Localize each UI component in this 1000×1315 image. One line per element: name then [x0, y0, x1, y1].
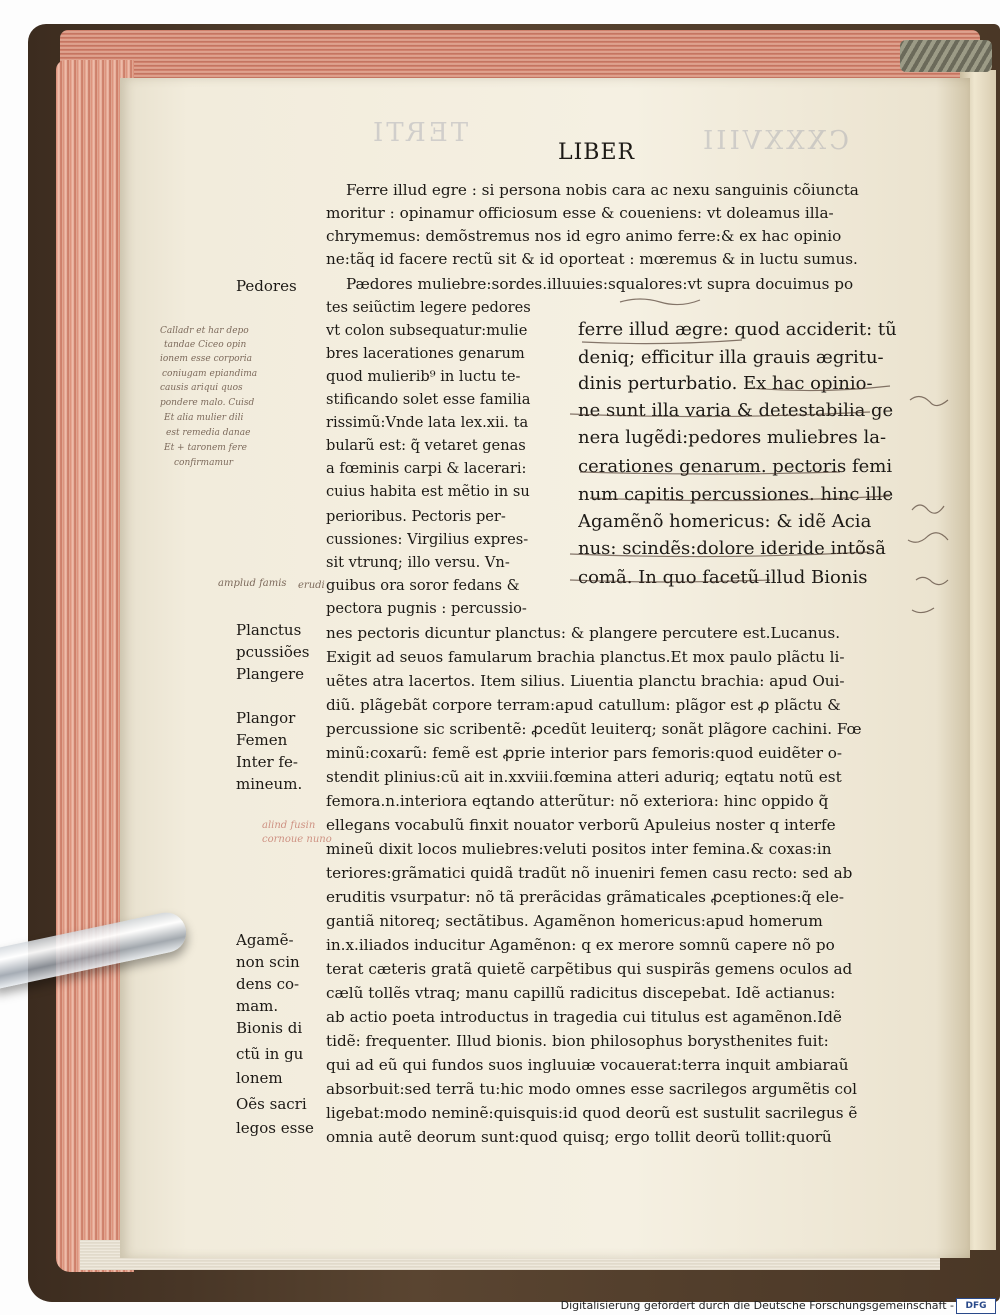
margin-note-mineum: mineum.	[236, 775, 303, 793]
margin-note-mam: mam.	[236, 997, 279, 1015]
handwritten-note-red-1: alind fusin	[262, 820, 316, 831]
text-line: ne sunt illa varia & detestabilia ge	[578, 400, 894, 421]
headband	[900, 40, 992, 72]
handwritten-note-mid-1: amplud famis	[218, 578, 287, 589]
digitization-credit: Digitalisierung gefördert durch die Deutsche Forschungsgemeinschaft -	[560, 1299, 954, 1312]
text-line: nera lugẽdi:pedores muliebres la-	[578, 427, 887, 448]
text-line: chrymemus: demõstremus nos id egro animo ferre:& ex hac opinio	[326, 227, 842, 245]
text-line: tidẽ: frequenter. Illud bionis. bion philosophus borysthenites fuit:	[326, 1032, 829, 1050]
text-line: ellegans vocabulũ finxit nouator verborũ Apuleius noster q interfe	[326, 816, 836, 834]
page-title: LIBER	[558, 140, 636, 165]
text-line: ferre illud ægre: quod acciderit: tũ	[578, 319, 897, 340]
handwritten-line: coniugam epiandima	[162, 369, 258, 379]
margin-note-oes-sacri: Oẽs sacri	[236, 1095, 307, 1113]
text-line: pectora pugnis : percussio-	[326, 600, 527, 617]
handwritten-line: confirmamur	[174, 458, 234, 468]
text-line: Pædores muliebre:sordes.illuuies:squalores:vt supra docuimus po	[346, 275, 854, 293]
handwritten-line: Et + taronem fere	[164, 443, 247, 453]
text-line: gantiã nitoreq; sectãtibus. Agamẽnon homericus:apud homerum	[326, 912, 823, 930]
text-line: stificando solet esse familia	[326, 391, 531, 408]
text-line: num capitis percussiones. hinc ille	[578, 484, 894, 505]
text-line: mineũ dixit locos muliebres:veluti positos inter femina.& coxas:in	[326, 840, 832, 858]
margin-note-non-scin: non scin	[236, 953, 300, 971]
ghost-text-left: TERTI	[370, 118, 469, 148]
text-line: deniq; efficitur illa grauis ægritu-	[578, 347, 884, 368]
text-line: ligebat:modo neminẽ:quisquis:id quod deorũ est sustulit sacrilegus ẽ	[326, 1104, 858, 1122]
text-line: uẽtes atra lacertos. Item silius. Liuentia planctu brachia: apud Oui-	[326, 672, 845, 690]
text-line: cussiones: Virgilius expres-	[326, 531, 529, 548]
handwritten-note-mid-2: erudi	[298, 580, 325, 591]
text-line: perioribus. Pectoris per-	[326, 508, 506, 525]
text-line: vt colon subsequatur:mulie	[326, 322, 528, 339]
text-line: qui ad eũ qui fundos suos ingluuiæ vocauerat:terra inquit ambiaraũ	[326, 1056, 849, 1074]
margin-note-legos-esse: legos esse	[236, 1119, 314, 1137]
text-line: eruditis vsurpatur: nõ tã prerãcidas grãmaticales ꝓceptiones:q̃ ele-	[326, 888, 845, 906]
margin-note-agamemnon: Agamẽ-	[236, 931, 294, 949]
text-line: ne:tãq id facere rectũ sit & id oporteat : mœremus & in luctu sumus.	[326, 250, 858, 268]
text-line: femora.n.interiora eqtando atterũtur: nõ exteriora: hinc oppido q̃	[326, 792, 829, 810]
text-line: in.x.iliados inducitur Agamẽnon: q ex merore somnũ capere nõ po	[326, 936, 835, 954]
text-line: dinis perturbatio. Ex hac opinio-	[578, 373, 873, 394]
text-line: ab actio poeta introductus in tragedia cui titulus est agamẽnon.Idẽ	[326, 1008, 842, 1026]
text-line: guibus ora soror fedans &	[326, 577, 520, 594]
text-line: teriores:grãmatici quidã tradũt nõ inueniri femen casu recto: sed ab	[326, 864, 853, 882]
text-line: quod mulierib⁹ in luctu te-	[326, 368, 521, 385]
margin-note-ctu-in-gu: ctũ in gu	[236, 1045, 304, 1063]
handwritten-line: tandae Ciceo opin	[164, 340, 247, 350]
text-line: comã. In quo facetũ illud Bionis	[578, 567, 868, 588]
margin-note-plangere: Plangere	[236, 665, 305, 683]
text-line: Agamẽnõ homericus: & idẽ Acia	[578, 511, 872, 532]
text-line: Ferre illud egre : si persona nobis cara ac nexu sanguinis cõiuncta	[346, 181, 859, 199]
handwritten-line: Calladr et har depo	[160, 326, 249, 336]
margin-note-bionis: Bionis di	[236, 1019, 303, 1037]
text-line: sit vtrunq; illo versu. Vn-	[326, 554, 510, 571]
handwritten-line: est remedia danae	[166, 428, 251, 438]
margin-note-dens-co: dens co-	[236, 975, 300, 993]
handwritten-line: causis ariqui quos	[160, 383, 243, 393]
margin-note-pedores: Pedores	[236, 277, 297, 295]
text-line: percussione sic scribentẽ: ꝓcedũt leuiterq; sonãt plãgore cachini. Fœ	[326, 720, 862, 738]
dfg-logo: DFG	[956, 1298, 996, 1314]
text-line: cerationes genarum. pectoris femi	[578, 456, 893, 477]
margin-note-inter-fe: Inter fe-	[236, 753, 298, 771]
handwritten-line: ionem esse corporia	[160, 354, 253, 364]
text-line: bres lacerationes genarum	[326, 345, 525, 362]
margin-note-plangor: Plangor	[236, 709, 296, 727]
margin-note-percussiones: pcussiões	[236, 643, 310, 661]
text-line: tes seiũctim legere pedores	[326, 299, 531, 316]
text-line: cuius habita est mẽtio in su	[326, 483, 530, 500]
handwritten-note-red-2: cornoue nuno	[262, 834, 332, 845]
text-line: omnia autẽ deorum sunt:quod quisq; ergo tollit deorũ tollit:quorũ	[326, 1128, 832, 1146]
text-line: minũ:coxarũ: femẽ est ꝓprie interior pars femoris:quod euidẽter o-	[326, 744, 843, 762]
text-line: nes pectoris dicuntur planctus: & plangere percutere est.Lucanus.	[326, 624, 841, 642]
text-line: a fœminis carpi & lacerari:	[326, 460, 527, 477]
text-line: absorbuit:sed terrã tu:hic modo omnes esse sacrilegos argumẽtis col	[326, 1080, 858, 1098]
text-line: bularũ est: q̃ vetaret genas	[326, 437, 526, 454]
text-line: terat cæteris gratã quietẽ carpẽtibus qui suspirãs gemens oculos ad	[326, 960, 853, 978]
handwritten-line: pondere malo. Cuisd	[160, 398, 255, 408]
text-line: stendit plinius:cũ ait in.xxviii.fœmina atteri aduriq; eqtatu notũ est	[326, 768, 842, 786]
margin-note-femen: Femen	[236, 731, 288, 749]
text-line: Exigit ad seuos famularum brachia planctus.Et mox paulo plãctu li-	[326, 648, 845, 666]
ghost-text-right: CXXXVIII	[700, 126, 850, 156]
text-line: moritur : opinamur officiosum esse & coueniens: vt doleamus illa-	[326, 204, 834, 222]
text-line: nus: scindẽs:dolore ideride intõsã	[578, 538, 886, 559]
handwritten-line: Et alia mulier dili	[164, 413, 244, 423]
margin-note-lonem: lonem	[236, 1069, 283, 1087]
margin-note-planctus: Planctus	[236, 621, 302, 639]
text-line: rissimũ:Vnde lata lex.xii. ta	[326, 414, 529, 431]
text-line: diũ. plãgebãt corpore terram:apud catullum: plãgor est ꝓ plãctu &	[326, 696, 841, 714]
text-line: cælũ tollẽs vtraq; manu capillũ radicitus discepebat. Idẽ actianus:	[326, 984, 836, 1002]
annotation-scribbles	[560, 290, 960, 650]
